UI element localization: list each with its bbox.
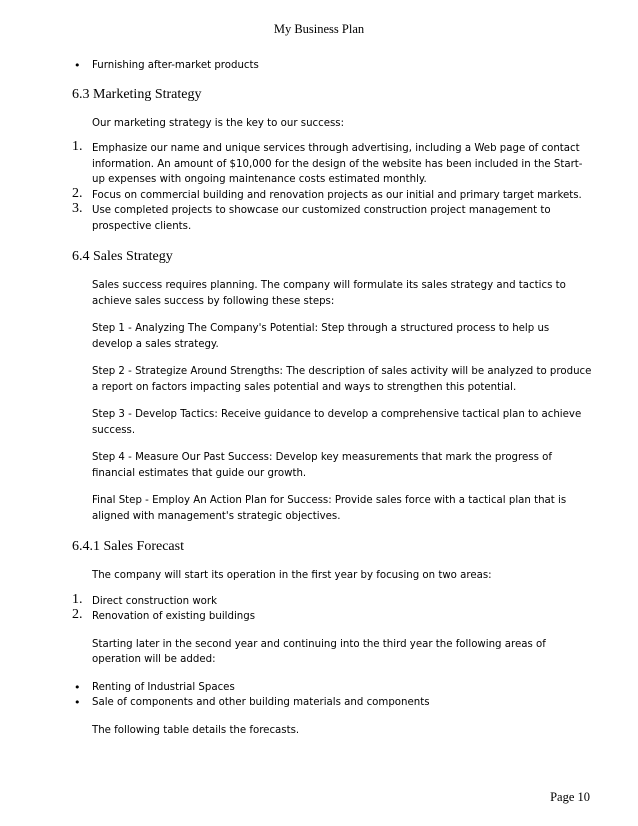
- list-item: • Renting of Industrial Spaces: [74, 680, 235, 694]
- forecast-list: [72, 591, 592, 625]
- list-item: 2. Renovation of existing buildings: [72, 607, 256, 622]
- section-heading-marketing: 6.3 Marketing Strategy: [72, 86, 202, 102]
- forecast-bullet-list: [72, 680, 592, 711]
- sales-paragraph: Step 2 - Strategize Around Strengths: The description of sales activity will be analyzed to produce a report on factors impacting sales potential and ways to strengthen this potential.: [92, 366, 592, 393]
- section-heading-sales: 6.4 Sales Strategy: [72, 249, 173, 264]
- page-header: My Business Plan: [273, 22, 365, 36]
- sales-paragraph: Sales success requires planning. The company will formulate its sales strategy and tactics to achieve sales success by following these steps:: [92, 280, 566, 307]
- forecast-later: Starting later in the second year and continuing into the third year the following areas of operation will be added:: [92, 638, 546, 665]
- page-body: [72, 58, 592, 738]
- top-bullet-list: [72, 58, 592, 74]
- bullet-icon: •: [74, 680, 81, 694]
- bullet-icon: •: [74, 59, 81, 72]
- list-item: 1. Direct construction work: [72, 591, 217, 607]
- forecast-closing: The following table details the forecasts.: [92, 724, 300, 736]
- list-item: 1. Emphasize our name and unique services through advertising, including a Web page of contact information. An amount of $10,000 for the design of the website has been included in the Start-up expenses with ongoing maintenance costs estimated monthly.: [72, 139, 583, 185]
- marketing-intro: Our marketing strategy is the key to our success:: [92, 117, 345, 129]
- sales-paragraph: Step 1 - Analyzing The Company's Potential: Step through a structured process to help us develop a sales strategy.: [92, 323, 550, 350]
- list-item: 3. Use completed projects to showcase our customized construction project management to prospective clients.: [72, 201, 551, 232]
- sales-paragraph: Step 3 - Develop Tactics: Receive guidance to develop a comprehensive tactical plan to achieve success.: [92, 409, 582, 436]
- list-item: • Sale of components and other building materials and components: [74, 696, 430, 709]
- bullet-icon: •: [74, 696, 81, 709]
- list-item: • Furnishing after-market products: [74, 59, 259, 72]
- section-heading-forecast: 6.4.1 Sales Forecast: [72, 539, 184, 554]
- marketing-list: [72, 141, 592, 234]
- forecast-intro: The company will start its operation in the first year by focusing on two areas:: [92, 570, 492, 581]
- list-item: 2. Focus on commercial building and renovation projects as our initial and primary target markets.: [72, 185, 582, 201]
- sales-paragraph: Final Step - Employ An Action Plan for Success: Provide sales force with a tactical plan that is aligned with management's strategic objectives.: [92, 495, 567, 522]
- sales-paragraph: Step 4 - Measure Our Past Success: Develop key measurements that mark the progress of financial estimates that guide our growth.: [92, 452, 552, 479]
- page-number: Page 10: [550, 790, 590, 804]
